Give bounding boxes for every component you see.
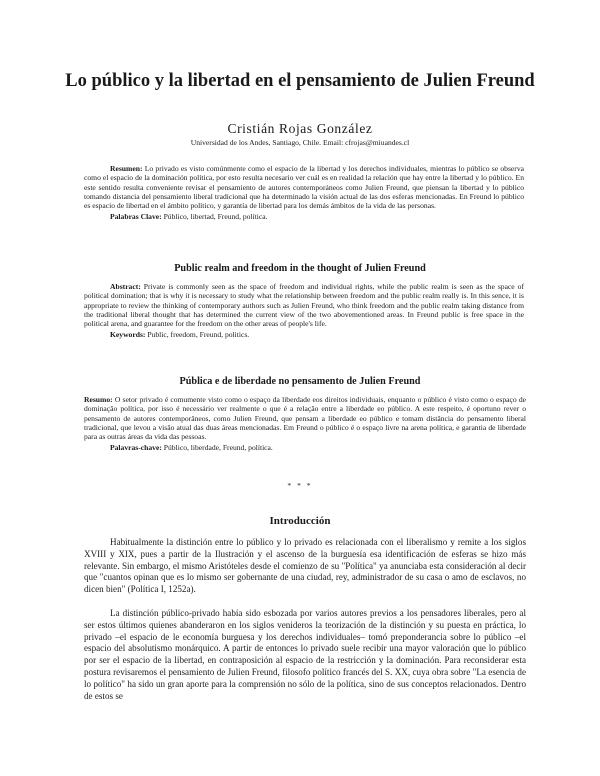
abstract-en-text: Private is commonly seen as the space of freedom and individual rights, while the public realm is seen as the space of political domination; that is why it is necessary to study what the relationship between freedom and the public realm really is. In this sence, it is appropriate to review the thinking of contemporary authors such as Julien Freund, who think freedom and the public realm taking distance from the traditional liberal thought that has determined the current view of the two abovementioned areas. In Freund public is free space in the political arena, and guarantee for the freedom on the other areas of people's life. bbox=[84, 282, 524, 329]
abstract-pt-heading: Pública e de liberdade no pensamento de Julien Freund bbox=[179, 376, 421, 387]
abstract-es-text: Lo privado es visto comúnmente como el espacio de la libertad y los derechos individuales, mientras lo público se observa como el espacio de la dominación política, por esto resulta necesario ver cuál es en realidad la relación que hay entre la libertad y lo público. En este sentido resulta conveniente revisar el pensamiento de autores contemporáneos como Julien Freund, que piensan la libertad y lo público tomando distancia del pensamiento liberal tradicional que ha determinado la visión actual de las dos esferas mencionadas. En Freund lo público es espacio de libertad en el ámbito político, y garantía de libertad para los demás ámbitos de la vida de las personas. bbox=[84, 164, 524, 211]
keywords-en bbox=[84, 330, 524, 339]
abstract-es bbox=[84, 164, 524, 221]
keywords-es-text: Público, libertad, Freund, política. bbox=[161, 211, 268, 221]
author-affiliation: Universidad de los Andes, Santiago, Chile. Email: cfrojas@miuandes.cl bbox=[190, 138, 410, 147]
author-name: Cristián Rojas González bbox=[227, 121, 373, 136]
keywords-pt bbox=[84, 443, 526, 452]
abstract-pt-text: O setor privado é comumente visto como o espaço da liberdade eos direitos individuais, enquanto o público é visto como o espaço de dominação política, por isso é necessário ver realmente o que é a relação entre a liberdade eo público. A este respeito, é oportuno rever o pensamento de autores contemporâneos, como Julien Freund, que pensam a liberdade eo público e tomam distância do pensamento liberal tradicional, que levou a visão atual das duas áreas mencionadas. Em Freund o público é o espaço livre na arena política, e garantia de liberdade para as outras áreas da vida das pessoas. bbox=[84, 395, 526, 442]
keywords-pt-text: Público, liberdade, Freund, política. bbox=[161, 442, 273, 452]
keywords-en-label: Keywords: bbox=[110, 329, 146, 339]
abstract-en-paragraph bbox=[84, 282, 524, 329]
intro-heading: Introducción bbox=[269, 515, 331, 527]
section-separator: * * * bbox=[287, 481, 313, 490]
abstract-pt-paragraph bbox=[84, 395, 526, 442]
intro-body bbox=[84, 537, 526, 702]
abstract-es-paragraph bbox=[84, 164, 524, 211]
keywords-en-text: Public, freedom, Freund, politics. bbox=[145, 329, 250, 339]
paper-title: Lo público y la libertad en el pensamiento de Julien Freund bbox=[65, 71, 535, 91]
abstract-pt bbox=[84, 395, 526, 452]
abstract-pt-label: Resumo: bbox=[84, 395, 113, 404]
abstract-en-label: Abstract: bbox=[110, 282, 141, 291]
abstract-es-label: Resumen: bbox=[110, 164, 143, 173]
keywords-es bbox=[84, 212, 524, 221]
abstract-en bbox=[84, 282, 524, 339]
intro-paragraph-1: Habitualmente la distinción entre lo público y lo privado es relacionada con el liberalismo y remite a los siglos XVIII y XIX, pues a partir de la Ilustración y el ascenso de la burguesía esa identificación de esferas se hizo más relevante. Sin embargo, el mismo Aristóteles desde el comienzo de su "Política" ya anunciaba esta consideración al decir que "cuantos opinan que es lo mismo ser gobernante de una ciudad, rey, administrador de su casa o amo de esclavos, no dicen bien" (Política I, 1252a). bbox=[84, 537, 526, 595]
keywords-es-label: Palabras Clave: bbox=[110, 211, 162, 221]
abstract-en-heading: Public realm and freedom in the thought of Julien Freund bbox=[174, 263, 426, 274]
keywords-pt-label: Palavras-chave: bbox=[110, 442, 162, 452]
intro-paragraph-2: La distinción público-privado había sido esbozada por varios autores previos a los pensadores liberales, pero al ser estos últimos quienes abanderaron en los siglos venideros la teorización de la distinción y su puesta en práctica, lo privado –el espacio de le economía burguesa y los derechos individuales– tomó preponderancia sobre lo público –el espacio del absolutismo monárquico. A partir de entonces lo privado suele recibir una mayor valoración que lo público por ser el espacio de la libertad, en contraposición al espacio de la restricción y la dominación. Para reconsiderar esta postura revisaremos el pensamiento de Julien Freund, filosofo político francés del S. XX, cuya obra sobre "La esencia de lo político" ha sido un gran aporte para la comprensión no sólo de la política, sino de sus conceptos relacionados. Dentro de estos se bbox=[84, 607, 526, 701]
